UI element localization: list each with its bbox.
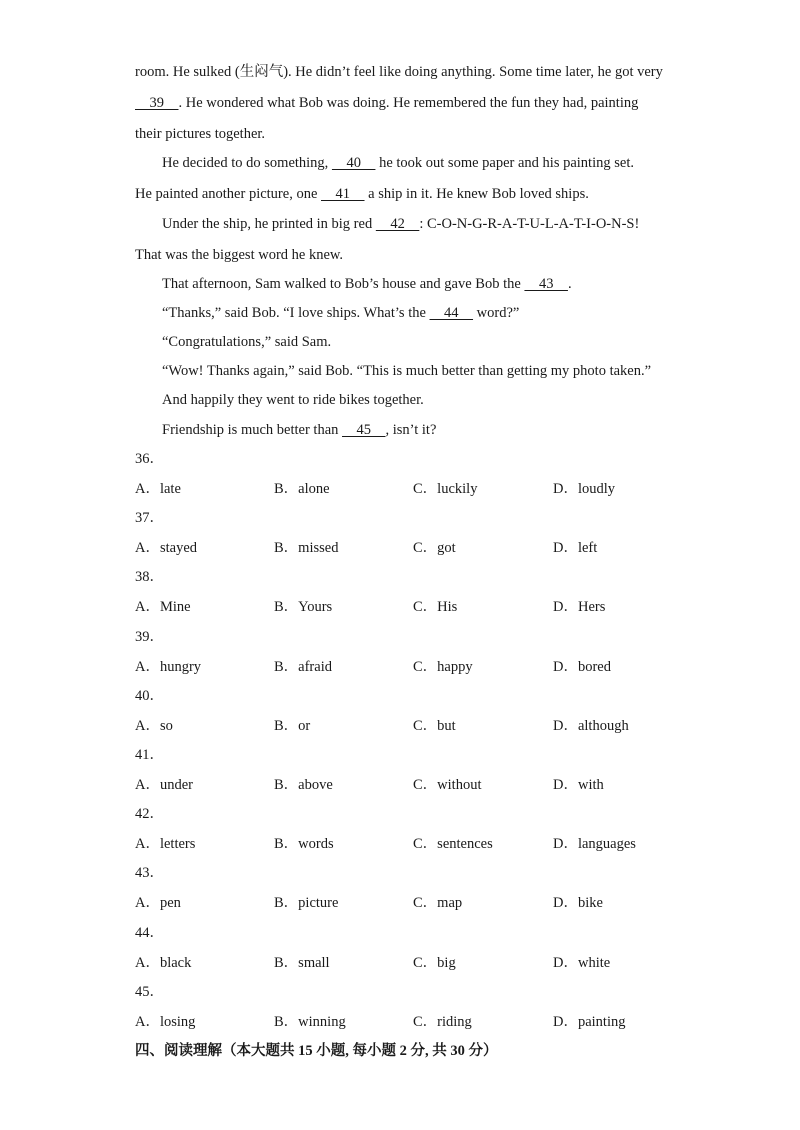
question-number: 41． [135,747,164,763]
passage-text: a ship in it. He knew Bob loved ships. [364,186,589,202]
passage-text: room. He sulked (生闷气). He didn’t feel like doing anything. Some time later, he got very [135,64,663,80]
passage-line [162,361,692,381]
blank-40: 40 [331,155,376,171]
question-number: 43． [135,865,164,881]
passage-text: “Congratulations,” said Sam. [162,334,332,350]
option-c[interactable]: C．but [413,718,456,734]
passage-line [162,420,692,440]
passage-text: their pictures together. [135,126,266,142]
passage-text: “Wow! Thanks again,” said Bob. “This is much better than getting my photo taken.” [162,363,652,379]
passage-text: “Thanks,” said Bob. “I love ships. What’s the [162,305,430,321]
passage-text: That was the biggest word he knew. [135,247,344,263]
option-b[interactable]: B．alone [274,481,330,497]
option-d[interactable]: D．with [553,777,604,793]
option-a[interactable]: A．stayed [135,540,198,556]
question-number: 37． [135,510,164,526]
option-d[interactable]: D．bike [553,895,603,911]
passage-line [162,332,692,352]
passage-line [162,214,692,234]
passage-line [135,62,665,82]
blank-43: 43 [524,276,568,292]
option-a[interactable]: A．hungry [135,659,202,675]
passage-line [135,124,665,144]
passage-text: , isn’t it? [385,422,437,438]
option-b[interactable]: B．missed [274,540,339,556]
option-b[interactable]: B．or [274,718,311,734]
blank-42: 42 [375,216,420,232]
option-b[interactable]: B．small [274,955,330,971]
passage-text: That afternoon, Sam walked to Bob’s house and gave Bob the [162,276,525,292]
passage-text: : C-O-N-G-R-A-T-U-L-A-T-I-O-N-S! [419,216,640,232]
option-b[interactable]: B．words [274,836,334,852]
option-c[interactable]: C．luckily [413,481,478,497]
passage-text: he took out some paper and his painting set. [375,155,634,171]
option-a[interactable]: A．under [135,777,193,793]
option-c[interactable]: C．map [413,895,463,911]
option-a[interactable]: A．so [135,718,173,734]
option-d[interactable]: D．white [553,955,611,971]
passage-line [162,274,692,294]
passage-text: He painted another picture, one [135,186,322,202]
option-c[interactable]: C．happy [413,659,473,675]
option-c[interactable]: C．without [413,777,482,793]
option-a[interactable]: A．pen [135,895,181,911]
option-b[interactable]: B．winning [274,1014,346,1030]
option-c[interactable]: C．riding [413,1014,472,1030]
option-d[interactable]: D．Hers [553,599,606,615]
passage-text: . He wondered what Bob was doing. He remembered the fun they had, painting [178,95,639,111]
option-a[interactable]: A．late [135,481,181,497]
passage-text: . [567,276,572,292]
option-a[interactable]: A．Mine [135,599,191,615]
passage-line [135,93,665,113]
option-c[interactable]: C．got [413,540,456,556]
blank-41: 41 [321,186,365,202]
question-number: 42． [135,806,164,822]
option-a[interactable]: A．letters [135,836,196,852]
option-b[interactable]: B．picture [274,895,339,911]
section-heading: 四、阅读理解（本大题共 15 小题, 每小题 2 分, 共 30 分） [135,1043,498,1059]
option-d[interactable]: D．languages [553,836,636,852]
option-d[interactable]: D．left [553,540,598,556]
passage-line [162,303,692,323]
blank-39: 39 [135,95,179,111]
question-number: 44． [135,925,164,941]
question-number: 38． [135,569,164,585]
option-d[interactable]: D．although [553,718,629,734]
question-number: 45． [135,984,164,1000]
option-c[interactable]: C．big [413,955,456,971]
passage-text: Friendship is much better than [162,422,343,438]
option-b[interactable]: B．above [274,777,333,793]
question-number: 39． [135,629,164,645]
option-a[interactable]: A．losing [135,1014,196,1030]
passage-text: Under the ship, he printed in big red [162,216,376,232]
passage-line [162,390,692,410]
option-c[interactable]: C．sentences [413,836,493,852]
option-b[interactable]: B．Yours [274,599,333,615]
option-d[interactable]: D．painting [553,1014,626,1030]
blank-45: 45 [342,422,386,438]
passage-text: He decided to do something, [162,155,332,171]
passage-text: And happily they went to ride bikes together. [162,392,424,408]
question-number: 36． [135,451,164,467]
option-a[interactable]: A．black [135,955,192,971]
option-c[interactable]: C．His [413,599,458,615]
option-d[interactable]: D．bored [553,659,611,675]
blank-44: 44 [429,305,474,321]
passage-line [135,245,665,265]
option-b[interactable]: B．afraid [274,659,332,675]
passage-line [162,153,692,173]
passage-line [135,184,665,204]
question-number: 40． [135,688,164,704]
option-d[interactable]: D．loudly [553,481,616,497]
passage-text: word?” [473,305,520,321]
